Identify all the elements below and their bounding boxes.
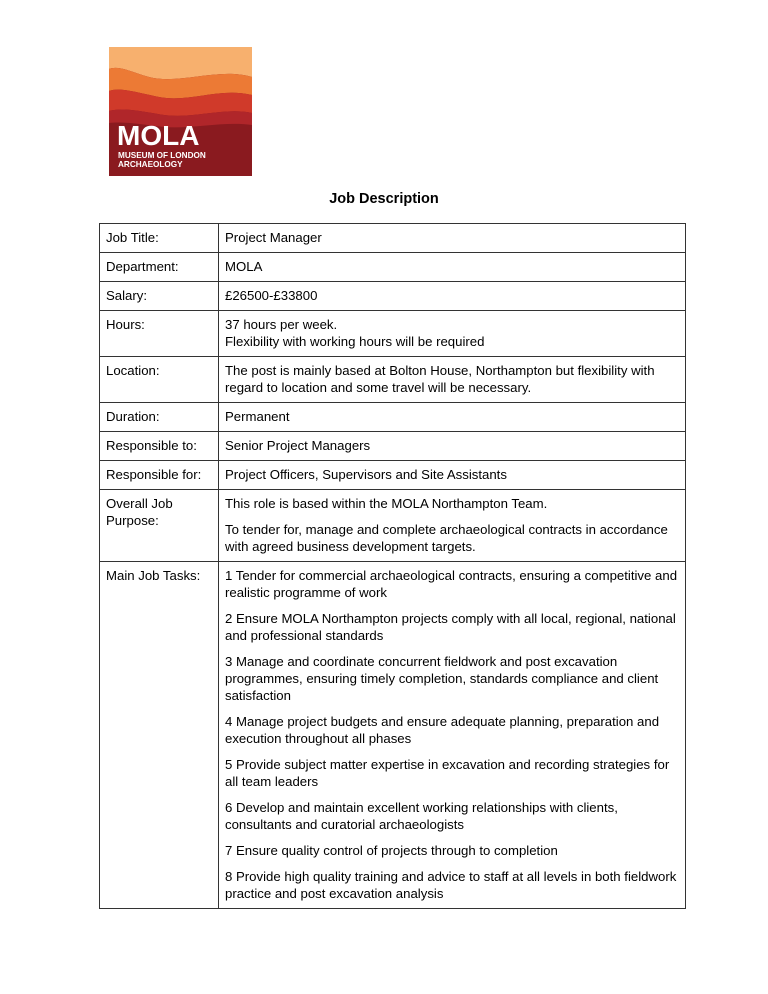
value-paragraph: Senior Project Managers	[225, 438, 371, 453]
mola-logo-graphic	[109, 47, 252, 176]
value-paragraph: 37 hours per week. Flexibility with working hours will be required	[225, 317, 485, 349]
value-paragraph: Project Officers, Supervisors and Site Assistants	[225, 467, 507, 482]
value-paragraph: MOLA	[225, 259, 263, 274]
table-row	[100, 490, 686, 562]
row-value	[219, 253, 686, 282]
table-row	[100, 357, 686, 403]
row-value	[219, 282, 686, 311]
row-value	[219, 403, 686, 432]
value-paragraph: £26500-£33800	[225, 288, 318, 303]
row-label: Responsible for:	[100, 461, 219, 490]
table-row	[100, 282, 686, 311]
table-row	[100, 562, 686, 909]
value-paragraph: The post is mainly based at Bolton House, Northampton but flexibility with regard to location and some travel will be necessary.	[225, 363, 655, 395]
row-label: Hours:	[100, 311, 219, 357]
row-label: Duration:	[100, 403, 219, 432]
row-label: Main Job Tasks:	[100, 562, 219, 909]
job-description-table	[99, 223, 686, 909]
value-paragraph: 3 Manage and coordinate concurrent fieldwork and post excavation programmes, ensuring timely completion, standards compliance and client satisfaction	[225, 654, 659, 703]
value-paragraph: 8 Provide high quality training and advice to staff at all levels in both fieldwork practice and post excavation analysis	[225, 869, 677, 901]
row-value	[219, 311, 686, 357]
row-value	[219, 490, 686, 562]
row-label: Department:	[100, 253, 219, 282]
value-paragraph: Project Manager	[225, 230, 322, 245]
value-paragraph: 2 Ensure MOLA Northampton projects comply with all local, regional, national and professional standards	[225, 611, 676, 643]
logo-wordmark: MOLA	[117, 120, 200, 151]
row-value	[219, 562, 686, 909]
value-paragraph: To tender for, manage and complete archaeological contracts in accordance with agreed business development targets.	[225, 522, 668, 554]
row-label: Location:	[100, 357, 219, 403]
table-row	[100, 432, 686, 461]
value-paragraph: Permanent	[225, 409, 290, 424]
table-row	[100, 403, 686, 432]
value-paragraph: This role is based within the MOLA Northampton Team.	[225, 496, 548, 511]
row-value	[219, 432, 686, 461]
logo-subline-2: ARCHAEOLOGY	[118, 160, 183, 169]
row-value	[219, 461, 686, 490]
row-label: Overall Job Purpose:	[100, 490, 219, 562]
row-value	[219, 224, 686, 253]
value-paragraph: 4 Manage project budgets and ensure adequate planning, preparation and execution throughout all phases	[225, 714, 660, 746]
mola-logo	[109, 47, 252, 176]
row-label: Salary:	[100, 282, 219, 311]
row-label: Job Title:	[100, 224, 219, 253]
document-title: Job Description	[329, 191, 439, 207]
table-row	[100, 461, 686, 490]
table-row	[100, 253, 686, 282]
row-value	[219, 357, 686, 403]
table-row	[100, 224, 686, 253]
table-row	[100, 311, 686, 357]
value-paragraph: 5 Provide subject matter expertise in excavation and recording strategies for all team leaders	[225, 757, 670, 789]
row-label: Responsible to:	[100, 432, 219, 461]
value-paragraph: 7 Ensure quality control of projects through to completion	[225, 843, 558, 858]
value-paragraph: 1 Tender for commercial archaeological contracts, ensuring a competitive and realistic programme of work	[225, 568, 678, 600]
logo-subline-1: MUSEUM OF LONDON	[118, 151, 206, 160]
value-paragraph: 6 Develop and maintain excellent working relationships with clients, consultants and curatorial archaeologists	[225, 800, 618, 832]
